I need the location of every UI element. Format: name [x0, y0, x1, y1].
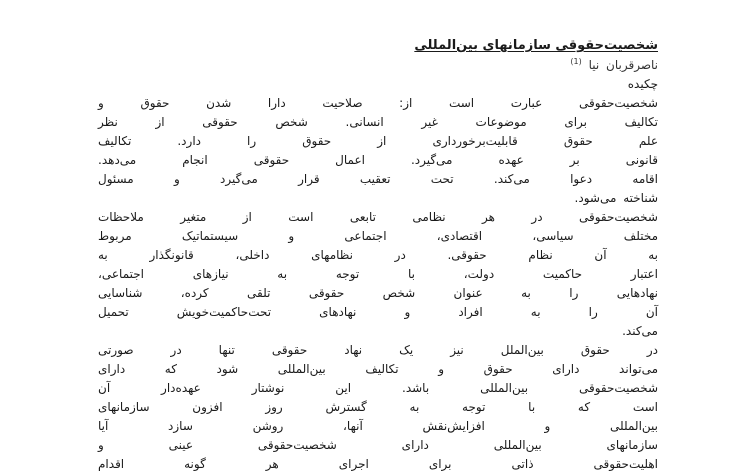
text-line: شناخته می‌شود. — [574, 191, 658, 205]
text-line: است که با توجه به گسترش روز افزون سازمانهای — [98, 400, 658, 414]
author-name: ناصرقربان نیا — [588, 58, 658, 72]
paragraph-2 — [98, 208, 658, 341]
author-line — [98, 56, 658, 75]
text-line: اقامه دعوا می‌کند. تحت تعقیب قرار می‌گیرد و مسئول — [98, 172, 658, 186]
text-line: تکالیف برای موضوعات غیر انسانی. شخص حقوقی از نظر — [98, 115, 658, 129]
text-line: قانونی بر عهده می‌گیرد. اعمال حقوقی انجام می‌دهد. — [98, 153, 658, 167]
text-line: شخصیت‌حقوقی عبارت است از: صلاحیت دارا شدن حقوق و — [98, 96, 658, 110]
text-line: علم حقوق قابلیت‌برخورداری از حقوق را دارد. تکالیف — [98, 134, 658, 148]
abstract-label: چکیده — [627, 77, 658, 91]
document-title: شخصیت‌حقوقی سازمانهای بین‌المللی — [414, 38, 658, 53]
text-line: اهلیت‌حقوقی ذاتی برای اجرای هر گونه اقدام — [98, 457, 658, 471]
document-body — [98, 36, 658, 474]
text-line: بین‌المللی و افزایش‌نقش آنها، روشن سازد آیا — [98, 419, 658, 433]
text-line: نهادهایی را به عنوان شخص حقوقی تلقی کرده، شناسایی — [98, 286, 658, 300]
text-line: در حقوق بین‌الملل نیز یک نهاد حقوقی تنها در صورتی — [98, 343, 658, 357]
text-line: به آن نظام حقوقی. در نظامهای داخلی، قانونگذار به — [98, 248, 658, 262]
text-line: اعتبار حاکمیت دولت، با توجه به نیازهای اجتماعی، — [98, 267, 658, 281]
text-line: سازمانهای بین‌المللی دارای شخصیت‌حقوقی عینی و — [98, 438, 658, 452]
text-line: آن را به افراد و نهادهای تحت‌حاکمیت‌خویش تحمیل — [98, 305, 658, 319]
paragraph-3 — [98, 341, 658, 474]
author-footnote-marker: (1) — [570, 57, 582, 66]
text-line: می‌کند. — [622, 324, 658, 338]
text-line: می‌تواند دارای حقوق و تکالیف بین‌المللی شود که دارای — [98, 362, 658, 376]
text-line: شخصیت‌حقوقی بین‌المللی باشد. این نوشتار عهده‌دار آن — [98, 381, 658, 395]
text-line: شخصیت‌حقوقی در هر نظامی تابعی است از متغیر ملاحظات — [98, 210, 658, 224]
paragraph-1 — [98, 94, 658, 208]
text-line: مختلف سیاسی، اقتصادی، اجتماعی و سیستماتیک مربوط — [98, 229, 658, 243]
